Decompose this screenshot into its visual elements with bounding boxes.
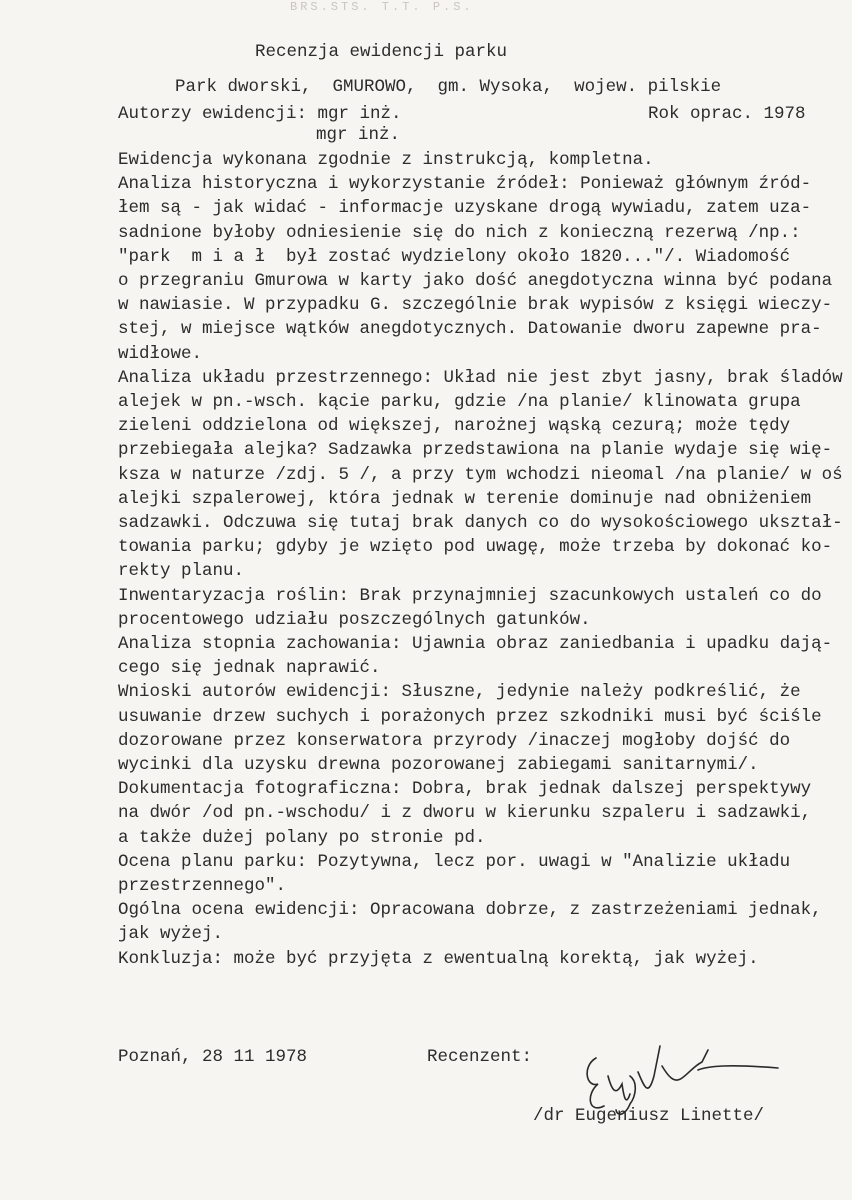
reviewer-label: Recenzent: <box>427 1047 533 1067</box>
body-line: ksza w naturze /zdj. 5 /, a przy tym wchodzi nieomal /na planie/ w oś <box>118 464 843 485</box>
authors-line-2: mgr inż. <box>316 125 401 145</box>
document-title: Recenzja ewidencji parku <box>255 42 508 62</box>
body-line: przebiegała alejka? Sadzawka przedstawiona na planie wydaje się wię- <box>118 440 833 461</box>
body-line: widłowe. <box>118 343 203 364</box>
body-line: alejki szpalerowej, która jednak w terenie dominuje nad obniżeniem <box>118 488 812 509</box>
body-line: towania parku; gdyby je wzięto pod uwagę, może trzeba by dokonać ko- <box>118 537 833 558</box>
body-line: stej, w miejsce wątków anegdotycznych. Datowanie dworu zapewne pra- <box>118 319 822 340</box>
body-line: rekty planu. <box>118 561 245 582</box>
body-line: usuwanie drzew suchych i porażonych przez szkodniki musi być ściśle <box>118 706 822 727</box>
year-label: Rok oprac. 1978 <box>648 104 806 124</box>
body-line: Konkluzja: może być przyjęta z ewentualną korektą, jak wyżej. <box>118 948 759 969</box>
body-line: Analiza układu przestrzennego: Układ nie jest zbyt jasny, brak śladów <box>118 367 843 388</box>
body-line: Analiza historyczna i wykorzystanie źródeł: Ponieważ głównym źród- <box>118 174 812 195</box>
body-line: łem są - jak widać - informacje uzyskane drogą wywiadu, zatem uza- <box>118 198 812 219</box>
body-line: przestrzennego". <box>118 876 287 896</box>
body-line: Ewidencja wykonana zgodnie z instrukcją, kompletna. <box>118 150 654 170</box>
body-line: Wnioski autorów ewidencji: Słuszne, jedynie należy podkreślić, że <box>118 682 801 703</box>
archive-stamp: BRS.STS. T.T. P.S. <box>290 0 474 14</box>
body-line: Ogólna ocena ewidencji: Opracowana dobrze, z zastrzeżeniami jednak, <box>118 900 822 921</box>
body-line: w nawiasie. W przypadku G. szczególnie brak wypisów z księgi wieczy- <box>118 295 833 316</box>
body-line: sadzawki. Odczuwa się tutaj brak danych co do wysokościowego ukształ- <box>118 513 843 533</box>
body-line: zieleni oddzielona od większej, narożnej wąską cezurą; może tędy <box>118 416 791 437</box>
body-line: dozorowane przez konserwatora przyrody /inaczej mogłoby dojść do <box>118 730 791 751</box>
authors-line: Autorzy ewidencji: mgr inż. <box>118 104 402 124</box>
reviewer-name: /dr Eugeniusz Linette/ <box>533 1106 765 1126</box>
body-line: "park m i a ł był zostać wydzielony około 1820..."/. Wiadomość <box>118 246 791 267</box>
body-line: procentowego udziału poszczególnych gatunków. <box>118 609 591 630</box>
body-line: cego się jednak naprawić. <box>118 658 381 679</box>
body-line: jak wyżej. <box>118 924 224 945</box>
body-line: o przegraniu Gmurowa w karty jako dość anegdotyczna winna być podana <box>118 271 833 291</box>
body-line: a także dużej polany po stronie pd. <box>118 827 486 848</box>
body-line: sadnione byłoby odniesienie się do nich z konieczną rezerwą /np.: <box>118 222 801 243</box>
body-line: Dokumentacja fotograficzna: Dobra, brak jednak dalszej perspektywy <box>118 779 812 800</box>
body-line: wycinki dla uzysku drewna pozorowanej zabiegami sanitarnymi/. <box>118 755 759 775</box>
park-line: Park dworski, GMUROWO, gm. Wysoka, wojew. pilskie <box>175 77 722 97</box>
body-line: Analiza stopnia zachowania: Ujawnia obraz zaniedbania i upadku dają- <box>118 634 833 654</box>
body-line: Ocena planu parku: Pozytywna, lecz por. uwagi w "Analizie układu <box>118 851 791 872</box>
body-line: Inwentaryzacja roślin: Brak przynajmniej szacunkowych ustaleń co do <box>118 585 822 606</box>
body-line: alejek w pn.-wsch. kącie parku, gdzie /na planie/ klinowata grupa <box>118 392 801 412</box>
place-date: Poznań, 28 11 1978 <box>118 1047 308 1067</box>
body-line: na dwór /od pn.-wschodu/ i z dworu w kierunku szpaleru i sadzawki, <box>118 803 812 824</box>
